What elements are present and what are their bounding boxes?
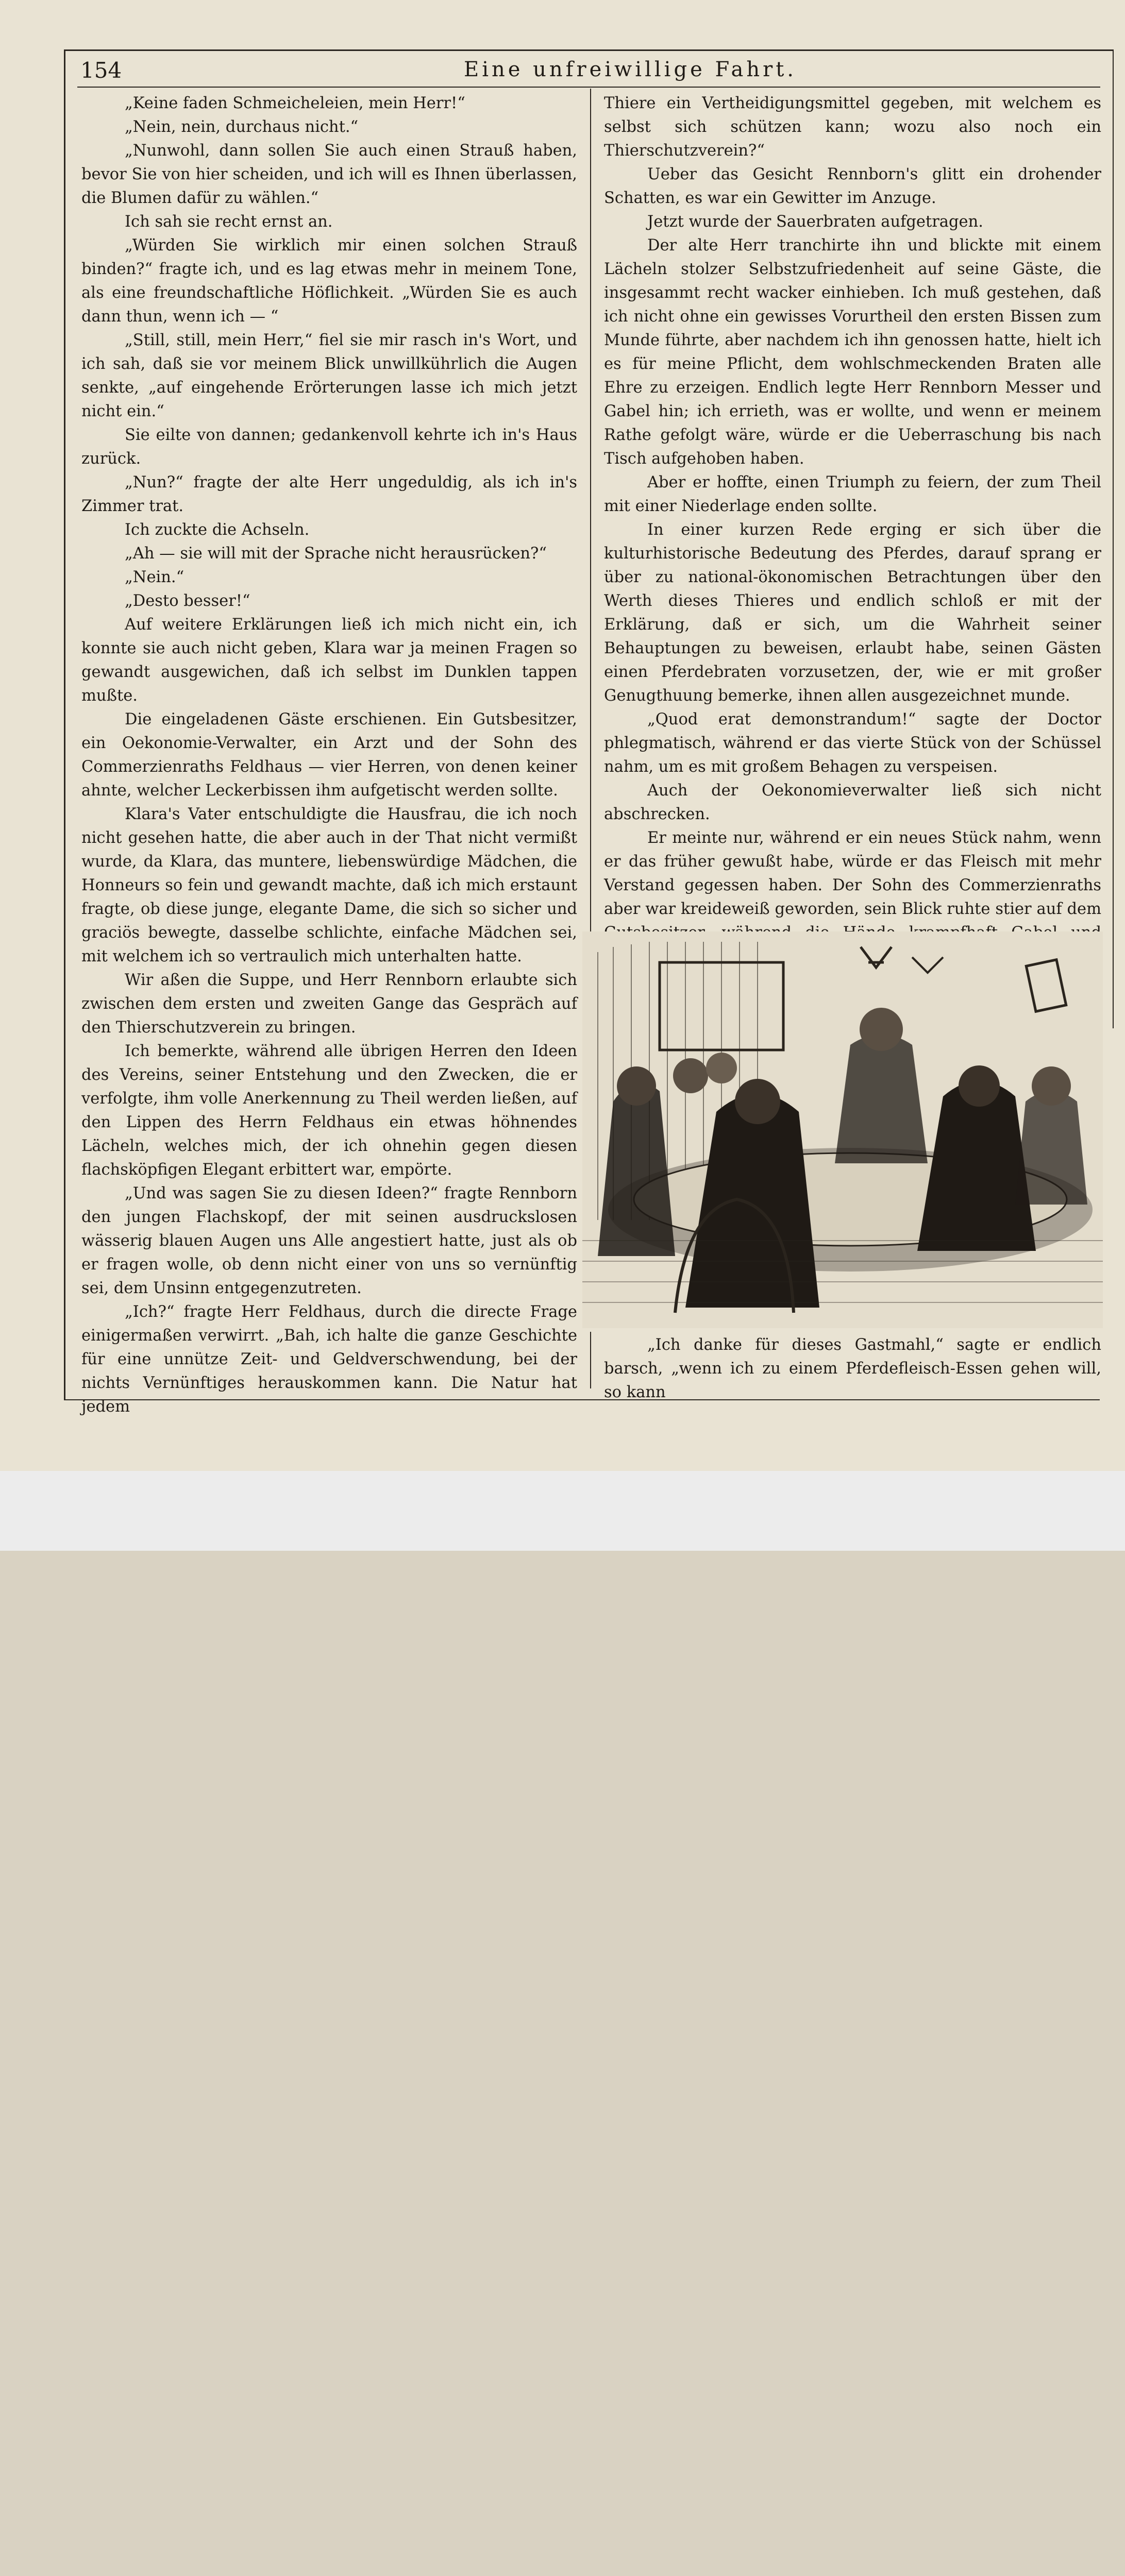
paragraph: Thiere ein Vertheidigungsmittel gegeben, mit welchem es selbst sich schützen kann; wozu also noch ein Thierschutzverein?“ xyxy=(604,94,1101,160)
dinner-scene-engraving xyxy=(582,931,1103,1328)
column-divider xyxy=(590,89,591,934)
paragraph: Auf weitere Erklärungen ließ ich mich nicht ein, ich konnte sie auch nicht geben, Klara war ja meinen Fragen so gewandt ausgewichen, daß ich selbst im Dunklen tappen mußte. xyxy=(81,616,577,705)
paragraph: Sie eilte von dannen; gedankenvoll kehrte ich in's Haus zurück. xyxy=(81,426,577,468)
paragraph: „Nein.“ xyxy=(125,568,184,586)
paragraph: Ueber das Gesicht Rennborn's glitt ein drohender Schatten, es war ein Gewitter im Anzuge. xyxy=(604,165,1101,207)
column-divider-lower xyxy=(590,1332,591,1388)
paragraph: Die eingeladenen Gäste erschienen. Ein Gutsbesitzer, ein Oekonomie-Verwalter, ein Arzt und der Sohn des Commerzienraths Feldhaus — vier Herren, von denen keiner ahnte, welcher Leckerbissen ihm aufgetischt werden sollte. xyxy=(81,710,577,800)
paragraph: „Nun?“ fragte der alte Herr ungeduldig, als ich in's Zimmer trat. xyxy=(81,473,577,515)
viewer-footer xyxy=(0,1471,1125,1551)
paragraph: „Würden Sie wirklich mir einen solchen Strauß binden?“ fragte ich, und es lag etwas mehr in meinem Tone, als eine freundschaftliche Höflichkeit. „Würden Sie es auch dann thun, wenn ich — “ xyxy=(81,236,577,326)
paragraph: Der alte Herr tranchirte ihn und blickte mit einem Lächeln stolzer Selbstzufriedenheit auf seine Gäste, die insgesammt recht wacker einhieben. Ich muß gestehen, daß ich nicht ohne ein gewisses Vorurtheil den ersten Bissen zum Munde führte, aber nachdem ich ihn genossen hatte, hielt ich es für meine Pflicht, dem wohlschmeckenden Braten alle Ehre zu erzeigen. Endlich legte Herr Rennborn Messer und Gabel hin; ich errieth, was er wollte, und wenn er meinem Rathe gefolgt wäre, würde er die Ueberraschung bis nach Tisch aufgehoben haben. xyxy=(604,236,1101,468)
paragraph: „Und was sagen Sie zu diesen Ideen?“ fragte Rennborn den jungen Flachskopf, der mit seinen ausdruckslosen wässerig blauen Augen uns Alle angestiert hatte, just als ob er fragen wolle, ob denn nicht einer von uns so vernünftig sei, dem Unsinn entgegenzutreten. xyxy=(81,1184,577,1297)
paragraph: Ich sah sie recht ernst an. xyxy=(125,213,333,231)
paragraph: „Nunwohl, dann sollen Sie auch einen Strauß haben, bevor Sie von hier scheiden, und ich will es Ihnen überlassen, die Blumen dafür zu wählen.“ xyxy=(81,142,577,207)
paragraph: „Desto besser!“ xyxy=(125,592,250,610)
page-number: 154 xyxy=(80,58,122,83)
paragraph: Ich zuckte die Achseln. xyxy=(125,521,310,539)
paragraph: „Quod erat demonstrandum!“ sagte der Doctor phlegmatisch, während er das vierte Stück von der Schüssel nahm, um es mit großem Behagen zu verspeisen. xyxy=(604,710,1101,776)
paragraph: In einer kurzen Rede erging er sich über die kulturhistorische Bedeutung des Pferdes, darauf sprang er über zu national-ökonomischen Betrachtungen über den Werth dieses Thieres und endlich schloß er mit der Erklärung, daß er sich, um die Wahrheit seiner Behauptungen zu beweisen, erlaubt habe, seinen Gästen einen Pferdebraten vorzusetzen, der, wie er mit großer Genugthuung bemerke, ihnen allen ausgezeichnet munde. xyxy=(604,521,1101,705)
right-column-bottom xyxy=(604,1333,1101,1401)
paragraph: „Ich danke für dieses Gastmahl,“ sagte er endlich barsch, „wenn ich zu einem Pferdefleisch-Essen gehen will, so kann xyxy=(604,1336,1101,1401)
paragraph: „Nein, nein, durchaus nicht.“ xyxy=(125,118,359,136)
paragraph: Ich bemerkte, während alle übrigen Herren den Ideen des Vereins, seiner Entstehung und den Zwecken, die er verfolgte, ihm volle Anerkennung zu Theil werden ließen, auf den Lippen des Herrn Feldhaus ein etwas höhnendes Lächeln, welches mich, der ich ohnehin gegen diesen flachsköpfigen Elegant erbittert war, empörte. xyxy=(81,1042,577,1179)
page-frame-right xyxy=(1113,49,1114,1028)
paragraph: Aber er hoffte, einen Triumph zu feiern, der zum Theil mit einer Niederlage enden sollte. xyxy=(604,473,1101,515)
paragraph: „Keine faden Schmeicheleien, mein Herr!“ xyxy=(125,94,465,112)
paragraph: „Still, still, mein Herr,“ fiel sie mir rasch in's Wort, und ich sah, daß sie vor meinem Blick unwillkührlich die Augen senkte, „auf eingehende Erörterungen lasse ich mich jetzt nicht ein.“ xyxy=(81,331,577,420)
paragraph: Auch der Oekonomieverwalter ließ sich nicht abschrecken. xyxy=(604,782,1101,823)
running-title: Eine unfreiwillige Fahrt. xyxy=(464,58,797,81)
paragraph: „Ich?“ fragte Herr Feldhaus, durch die directe Frage einigermaßen verwirrt. „Bah, ich halte die ganze Geschichte für eine unnütze Zeit- und Geldverschwendung, bei der nichts Vernünftiges herauskommen kann. Die Natur hat jedem xyxy=(81,1303,577,1416)
paragraph: Jetzt wurde der Sauerbraten aufgetragen. xyxy=(647,213,983,231)
left-column xyxy=(81,92,577,1416)
paragraph: Klara's Vater entschuldigte die Hausfrau, die ich noch nicht gesehen hatte, die aber auch in der That nicht vermißt wurde, da Klara, das muntere, liebenswürdige Mädchen, die Honneurs so fein und gewandt machte, daß ich mich erstaunt fragte, ob diese junge, elegante Dame, die sich so sicher und graciös bewegte, dasselbe schlichte, einfache Mädchen sei, mit welchem ich so vertraulich mich unterhalten hatte. xyxy=(81,805,577,965)
page-frame-left xyxy=(64,49,65,1399)
paragraph: Wir aßen die Suppe, und Herr Rennborn erlaubte sich zwischen dem ersten und zweiten Gange das Gespräch auf den Thierschutzverein zu bringen. xyxy=(81,971,577,1037)
header-rule xyxy=(77,87,1100,88)
right-column-top xyxy=(604,92,1101,921)
paragraph: Er meinte nur, während er ein neues Stück nahm, wenn er das früher gewußt habe, würde er das Fleisch mit mehr Verstand gegessen haben. Der Sohn des Commerzienraths aber war kreideweiß geworden, sein Blick ruhte stier auf dem xyxy=(604,829,1101,918)
page-frame-top xyxy=(64,49,1113,51)
paragraph: „Ah — sie will mit der Sprache nicht herausrücken?“ xyxy=(125,545,547,563)
